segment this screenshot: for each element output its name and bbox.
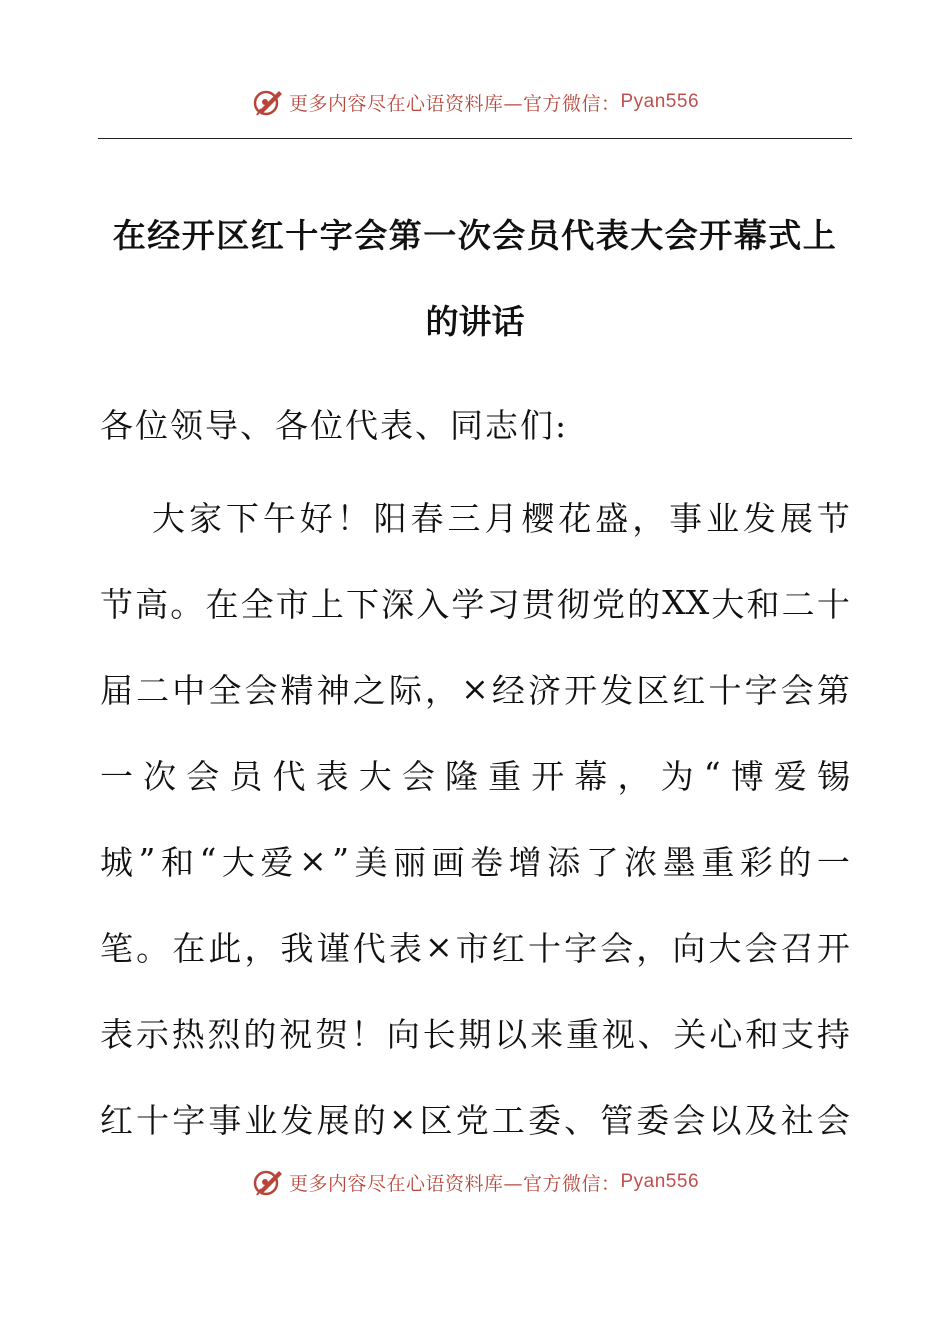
- salutation: 各位领导、各位代表、同志们:: [100, 406, 569, 445]
- body-line-3: 届 二 中 全 会 精 神 之 际 ， × 经 济 开 发 区 红 十 字 会 第: [100, 668, 850, 710]
- body-line-2: 节 高 。 在 全 市 上 下 深 入 学 习 贯 彻 党 的 XX 大 和 二 十: [100, 582, 850, 624]
- document-title-line-2: 的讲话: [425, 302, 525, 341]
- body-line-4: 一 次 会 员 代 表 大 会 隆 重 开 幕 ， 为 “ 博 爱 锡: [100, 754, 850, 796]
- header-divider: [98, 138, 852, 139]
- document-title-line-1: 在经开区红十字会第一次会员代表大会开幕式上: [112, 216, 838, 255]
- body-line-1: 大 家 下 午 好 ！ 阳 春 三 月 樱 花 盛 ， 事 业 发 展 节: [152, 498, 850, 538]
- body-line-5: 城 ” 和 “ 大 爱 × ” 美 丽 画 卷 增 添 了 浓 墨 重 彩 的 一: [100, 840, 850, 882]
- body-line-6: 笔 。 在 此 ， 我 谨 代 表 × 市 红 十 字 会 ， 向 大 会 召 开: [100, 926, 850, 968]
- quill-pen-logo-icon: [251, 1165, 285, 1199]
- body-line-8: 红 十 字 事 业 发 展 的 × 区 党 工 委 、 管 委 会 以 及 社 会: [100, 1098, 850, 1140]
- footer-banner: [0, 1162, 950, 1202]
- quill-pen-logo-icon: [251, 85, 285, 119]
- header-banner-text: 更多内容尽在心语资料库—官方微信：: [288, 92, 621, 115]
- body-line-7: 表 示 热 烈 的 祝 贺 ！ 向 长 期 以 来 重 视 、 关 心 和 支 持: [100, 1014, 850, 1054]
- footer-banner-account: Pyan556: [620, 1171, 700, 1192]
- header-banner-account: Pyan556: [620, 91, 700, 112]
- footer-banner-text: 更多内容尽在心语资料库—官方微信：: [288, 1172, 621, 1195]
- header-banner: [0, 82, 950, 122]
